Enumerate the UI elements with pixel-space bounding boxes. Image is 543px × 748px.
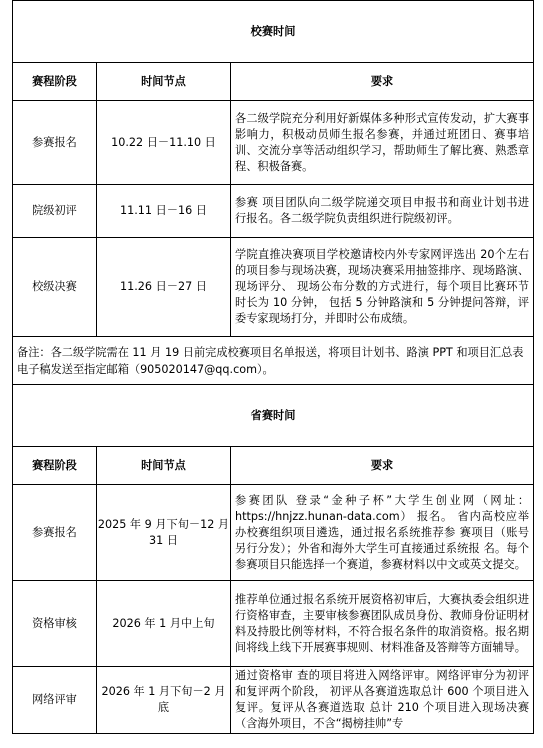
stage-cell: 参赛报名 (13, 101, 97, 185)
header-time: 时间节点 (97, 63, 231, 101)
school-title-row (13, 1, 534, 63)
requirement-cell: 推荐单位通过报名系统开展资格初审后，大赛执委会组织进行资格审查，主要审核参赛团队成员身份、教师身份证明材料及持股比例等材料，不符合报名条件的取消资格。报名期间将线上线下开展赛事规则、材料准备及答辩等方面辅导。 (231, 581, 534, 667)
time-cell: 2026 年 1 月下旬－2 月底 (97, 667, 231, 734)
school-note-row (13, 337, 534, 385)
school-header-row (13, 63, 534, 101)
table-row (13, 667, 534, 734)
table-row (13, 101, 534, 185)
time-cell: 2025 年 9 月下旬－12 月 31 日 (97, 485, 231, 581)
table-row (13, 485, 534, 581)
header-stage: 赛程阶段 (13, 63, 97, 101)
header-time: 时间节点 (97, 447, 231, 485)
province-section-title: 省赛时间 (13, 385, 534, 447)
stage-cell: 校级决赛 (13, 238, 97, 337)
header-requirement: 要求 (231, 447, 534, 485)
requirement-cell: 参赛团队 登录“金种子杯”大学生创业网（网址：https://hnjzz.hunan-data.com） 报名。 省内高校应举办校赛组织项目遴选，通过报名系统推荐参 赛项目（账号另行分发）；外省和海外大学生可直接通过系统报 名。每个参赛项目只能选择一个赛道，参赛材料以中文或英文提交。 (231, 485, 534, 581)
time-cell: 11.11 日－16 日 (97, 185, 231, 238)
table-row (13, 185, 534, 238)
stage-cell: 参赛报名 (13, 485, 97, 581)
province-header-row (13, 447, 534, 485)
stage-cell: 资格审核 (13, 581, 97, 667)
school-section-title: 校赛时间 (13, 1, 534, 63)
table-row (13, 238, 534, 337)
time-cell: 10.22 日－11.10 日 (97, 101, 231, 185)
province-title-row (13, 385, 534, 447)
requirement-cell: 学院直推决赛项目学校邀请校内外专家网评选出 20个左右的项目参与现场决赛，现场决赛采用抽签排序、现场路演、现场评分、 现场公布分数的方式进行，每个项目比赛环节时长为 10 分钟， 包括 5 分钟路演和 5 分钟提问答辩，评委专家现场打分，并即时公布成绩。 (231, 238, 534, 337)
table-row (13, 581, 534, 667)
requirement-cell: 各二级学院充分利用好新媒体多种形式宣传发动，扩大赛事影响力，积极动员师生报名参赛，并通过班团日、赛事培训、交流分享等活动组织学习，帮助师生了解比赛、熟悉章程、积极备赛。 (231, 101, 534, 185)
header-requirement: 要求 (231, 63, 534, 101)
header-stage: 赛程阶段 (13, 447, 97, 485)
schedule-table (12, 0, 534, 734)
time-cell: 2026 年 1 月中上旬 (97, 581, 231, 667)
stage-cell: 院级初评 (13, 185, 97, 238)
school-note: 备注：各二级学院需在 11 月 19 日前完成校赛项目名单报送，将项目计划书、路演 PPT 和项目汇总表电子稿发送至指定邮箱（905020147@qq.com）。 (13, 337, 534, 385)
time-cell: 11.26 日－27 日 (97, 238, 231, 337)
requirement-cell: 参赛 项目团队向二级学院递交项目申报书和商业计划书进行报名。各二级学院负责组织进行院级初评。 (231, 185, 534, 238)
requirement-cell: 通过资格审 查的项目将进入网络评审。网络评审分为初评和复评两个阶段， 初评从各赛道选取总计 600 个项目进入复评。复评从各赛道选取 总计 210 个项目进入现场决赛（含海外项目，不含“揭榜挂帅”专 (231, 667, 534, 734)
stage-cell: 网络评审 (13, 667, 97, 734)
